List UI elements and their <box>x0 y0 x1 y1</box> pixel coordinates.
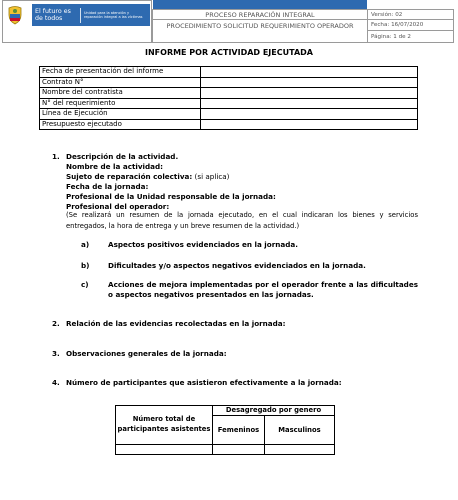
unit-professional-label: Profesional de la Unidad responsable de la jornada: <box>66 192 276 201</box>
logo-main-text: El futuro es de todos <box>35 8 71 22</box>
female-column-header: Femeninos <box>212 415 265 445</box>
logo-banner <box>32 4 150 26</box>
list-item <box>81 240 418 250</box>
total-participants-header: Número total de participantes asistentes <box>115 405 213 445</box>
date-of-event-label: Fecha de la jornada: <box>66 182 149 191</box>
info-label: N° del requerimiento <box>40 98 201 109</box>
info-value-cell[interactable] <box>201 88 418 99</box>
info-value-cell[interactable] <box>201 77 418 88</box>
info-table <box>39 66 418 130</box>
table-row <box>40 119 418 130</box>
info-value-cell[interactable] <box>201 109 418 120</box>
subject-label: Sujeto de reparación colectiva: <box>66 172 193 181</box>
total-participants-cell[interactable] <box>115 444 213 455</box>
table-row <box>40 98 418 109</box>
section-2-number: 2. <box>52 319 60 328</box>
list-item-letter: a) <box>81 240 90 249</box>
gender-breakdown-header: Desagregado por genero <box>212 405 335 416</box>
header-title-bar <box>153 0 367 9</box>
section-2-title: Relación de las evidencias recolectadas en la jornada: <box>66 319 286 328</box>
info-label: Fecha de presentación del informe <box>40 67 201 78</box>
male-count-cell[interactable] <box>264 444 335 455</box>
logo-cell <box>2 0 152 43</box>
coat-of-arms-icon <box>4 3 26 27</box>
table-row <box>40 77 418 88</box>
info-value-cell[interactable] <box>201 67 418 78</box>
list-item-letter: b) <box>81 261 90 270</box>
page-label: Página: 1 de 2 <box>367 30 454 43</box>
list-item-text: Acciones de mejora implementadas por el operador frente a las dificultades o aspectos negativos presentados en las jornadas. <box>108 280 418 299</box>
subject-note: (si aplica) <box>194 172 230 181</box>
report-title: INFORME POR ACTIVIDAD EJECUTADA <box>145 48 313 57</box>
summary-instructions: (Se realizará un resumen de la jornada ejecutado, en el cual indicaran los bienes y servicios entregados, la hora de entrega y un breve resumen de la actividad.) <box>66 211 418 230</box>
section-1-title: Descripción de la actividad. <box>66 152 179 161</box>
logo <box>4 2 150 28</box>
section-3-number: 3. <box>52 349 60 358</box>
subject-line <box>66 172 229 181</box>
info-label: Presupuesto ejecutado <box>40 119 201 130</box>
info-label: Contrato N° <box>40 77 201 88</box>
female-count-cell[interactable] <box>212 444 265 455</box>
info-value-cell[interactable] <box>201 98 418 109</box>
list-item <box>81 280 418 300</box>
list-item-text: Aspectos positivos evidenciados en la jornada. <box>108 240 298 249</box>
info-label: Línea de Ejecución <box>40 109 201 120</box>
participants-table <box>115 405 335 455</box>
section-1-number: 1. <box>52 152 60 161</box>
process-name: PROCESO REPARACIÓN INTEGRAL <box>152 9 368 20</box>
operator-professional-label: Profesional del operador: <box>66 202 170 211</box>
version-label: Versión: 02 <box>367 9 454 20</box>
section-4-number: 4. <box>52 378 60 387</box>
document-header <box>2 0 454 43</box>
section-3-title: Observaciones generales de la jornada: <box>66 349 227 358</box>
table-row <box>40 109 418 120</box>
list-item-text: Dificultades y/o aspectos negativos evidenciados en la jornada. <box>108 261 366 270</box>
logo-sub-text: Unidad para la atención y reparación integral a las víctimas <box>84 11 143 19</box>
logo-divider <box>80 8 81 23</box>
table-row <box>40 67 418 78</box>
info-label: Nombre del contratista <box>40 88 201 99</box>
table-row <box>40 88 418 99</box>
list-item-letter: c) <box>81 280 89 289</box>
male-column-header: Masculinos <box>264 415 335 445</box>
procedure-name: PROCEDIMIENTO SOLICITUD REQUERIMIENTO OPERADOR <box>152 19 368 43</box>
list-item <box>81 261 418 271</box>
info-value-cell[interactable] <box>201 119 418 130</box>
activity-name-label: Nombre de la actividad: <box>66 162 164 171</box>
section-4-title: Número de participantes que asistieron efectivamente a la jornada: <box>66 378 342 387</box>
date-label: Fecha: 16/07/2020 <box>367 19 454 31</box>
